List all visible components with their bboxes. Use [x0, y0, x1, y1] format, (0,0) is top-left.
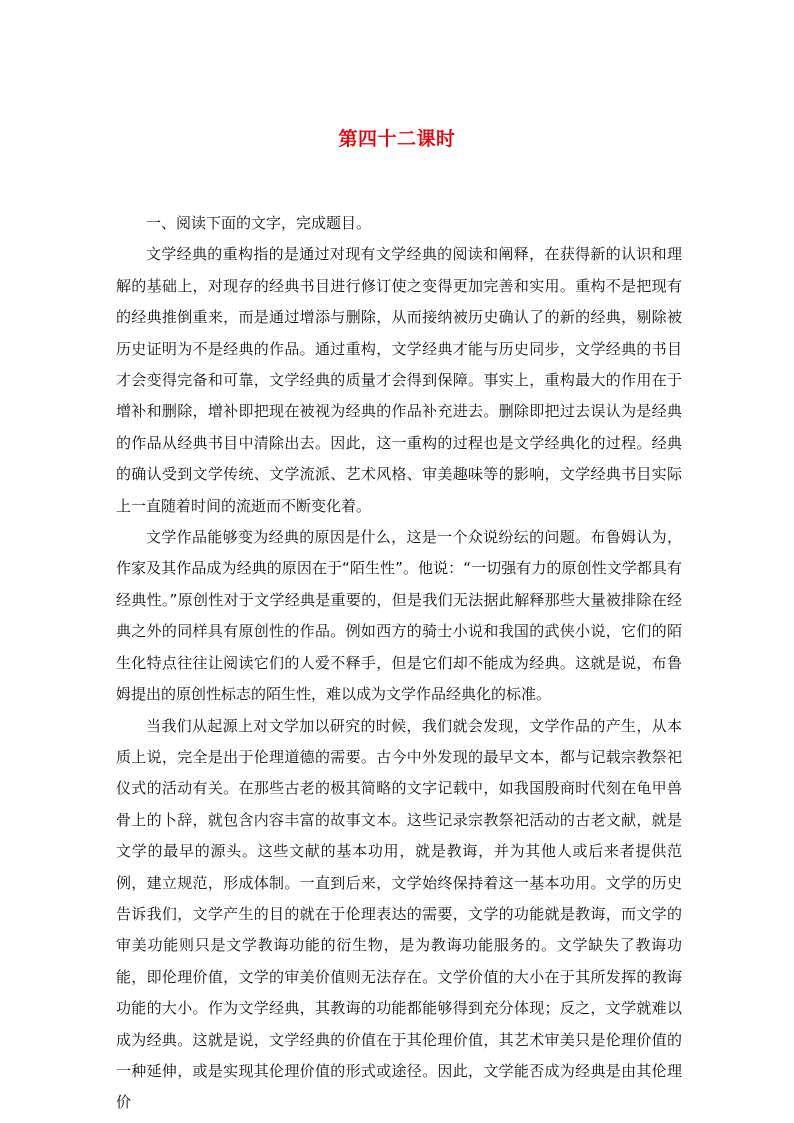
paragraph-1: 文学经典的重构指的是通过对现有文学经典的阅读和阐释，在获得新的认识和理解的基础上，对现存的经典书目进行修订使之变得更加完善和实用。重构不是把现有的经典推倒重来，而是通过增添与删除，从而接纳被历史确认了的新的经典，剔除被历史证明为不是经典的作品。通过重构，文学经典才能与历史同步，文学经典的书目才会变得完备和可靠，文学经典的质量才会得到保障。事实上，重构最大的作用在于增补和删除，增补即把现在被视为经典的作品补充进去。删除即把过去误认为是经典的作品从经典书目中清除出去。因此，这一重构的过程也是文学经典化的过程。经典的确认受到文学传统、文学流派、艺术风格、审美趣味等的影响，文学经典书目实际上一直随着时间的流逝而不断变化着。 — [116, 245, 682, 515]
page-title: 第四十二课时 — [338, 128, 456, 150]
document-body — [116, 208, 682, 1119]
paragraph-3: 当我们从起源上对文学加以研究的时候，我们就会发现，文学作品的产生，从本质上说，完全是出于伦理道德的需要。古今中外发现的最早文本，都与记载宗教祭祀仪式的活动有关。在那些古老的极其简略的文字记载中，如我国殷商时代刻在龟甲兽骨上的卜辞，就包含内容丰富的故事文本。这些记录宗教祭祀活动的古老文献，就是文学的最早的源头。这些文献的基本功用，就是教诲，并为其他人或后来者提供范例，建立规范，形成体制。一直到后来，文学始终保持着这一基本功用。文学的历史告诉我们，文学产生的目的就在于伦理表达的需要，文学的功能就是教诲，而文学的审美功能则只是文学教诲功能的衍生物，是为教诲功能服务的。文学缺失了教诲功能，即伦理价值，文学的审美价值则无法存在。文学价值的大小在于其所发挥的教诲功能的大小。作为文学经典，其教诲的功能都能够得到充分体现；反之，文学就难以成为经典。这就是说，文学经典的价值在于其伦理价值，其艺术审美只是伦理价值的一种延伸，或是实现其伦理价值的形式或途径。因此，文学能否成为经典是由其伦理价 — [116, 716, 682, 1112]
paragraph-2: 文学作品能够变为经典的原因是什么，这是一个众说纷纭的问题。布鲁姆认为，作家及其作品成为经典的原因在于“陌生性”。他说：“一切强有力的原创性文学都具有经典性。”原创性对于文学经典是重要的，但是我们无法据此解释那些大量被排除在经典之外的同样具有原创性的作品。例如西方的骑士小说和我国的武侠小说，它们的陌生化特点往往让阅读它们的人爱不释手，但是它们却不能成为经典。这就是说，布鲁姆提出的原创性标志的陌生性，难以成为文学作品经典化的标准。 — [116, 528, 682, 704]
section-heading: 一、阅读下面的文字，完成题目。 — [146, 214, 372, 232]
